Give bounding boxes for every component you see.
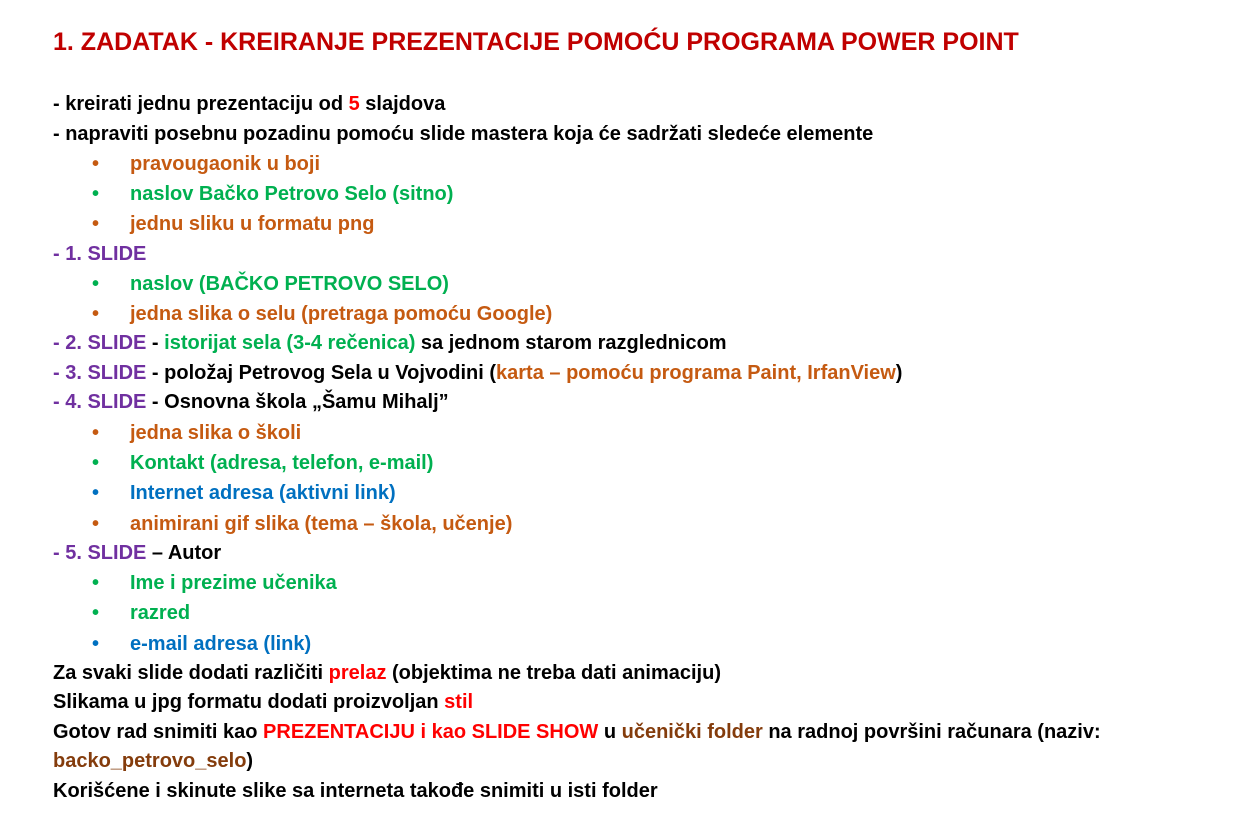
instruction-text: - Osnovna škola „Šamu Mihalj”: [146, 391, 449, 414]
instruction-text: - napraviti posebnu pozadinu pomoću slide mastera koja će sadržati sledeće elemente: [53, 122, 874, 145]
slide-heading: [53, 388, 1223, 418]
instruction-line: [53, 747, 1223, 777]
list-item: [53, 598, 1223, 628]
highlight-text: istorijat sela (3-4 rečenica): [164, 332, 416, 355]
slide-label: - 5. SLIDE: [53, 541, 147, 564]
list-item-text: animirani gif slika (tema – škola, učenje): [130, 512, 513, 535]
instruction-text: u: [598, 720, 622, 743]
instruction-text: slajdova: [359, 93, 446, 115]
bullet-icon: •: [92, 452, 100, 475]
list-item-text: jedna slika o školi: [130, 421, 302, 444]
list-item: [53, 149, 1223, 179]
highlight-text: PREZENTACIJU i kao SLIDE SHOW: [263, 720, 599, 743]
instruction-text: - kreirati jednu prezentaciju od: [53, 93, 349, 115]
list-item-text: Ime i prezime učenika: [130, 572, 337, 595]
instruction-line: [53, 777, 1223, 807]
slide-heading: [53, 329, 1223, 359]
list-item-text: Kontakt (adresa, telefon, e-mail): [130, 452, 434, 475]
list-item-text: Internet adresa (aktivni link): [130, 482, 396, 505]
instruction-text: – Autor: [146, 541, 222, 564]
bullet-icon: •: [92, 273, 100, 296]
bullet-icon: •: [92, 512, 100, 535]
list-item: [53, 299, 1223, 329]
slide-label: - 1. SLIDE: [53, 242, 147, 265]
list-item-text: jednu sliku u formatu png: [130, 213, 375, 236]
list-item: [53, 568, 1223, 598]
bullet-icon: •: [92, 632, 100, 655]
instruction-line: [53, 90, 1223, 120]
slide-heading: [53, 359, 1223, 389]
bullet-icon: •: [92, 153, 100, 175]
instruction-line: [53, 718, 1223, 748]
instruction-text: Gotov rad snimiti kao: [53, 720, 264, 743]
bullet-icon: •: [92, 482, 100, 505]
list-item: [53, 418, 1223, 448]
instruction-text: sa jednom starom razglednicom: [415, 332, 727, 355]
bullet-icon: •: [92, 602, 100, 625]
highlight-text: karta – pomoću programa Paint, IrfanView: [496, 361, 896, 384]
task-content: [53, 90, 1223, 806]
bullet-icon: •: [92, 572, 100, 595]
instruction-text: Slikama u jpg formatu dodati proizvoljan: [53, 691, 445, 714]
instruction-text: - položaj Petrovog Sela u Vojvodini (: [146, 361, 497, 384]
page-title: 1. ZADATAK - KREIRANJE PREZENTACIJE POMOĆU PROGRAMA POWER POINT: [53, 28, 1019, 56]
instruction-text: ): [246, 750, 254, 773]
list-item: [53, 509, 1223, 539]
list-item-text: pravougaonik u boji: [130, 153, 321, 175]
slide-label: - 2. SLIDE: [53, 332, 147, 355]
highlight-text: učenički folder: [621, 720, 763, 743]
bullet-icon: •: [92, 183, 100, 206]
file-name: backo_petrovo_selo: [53, 750, 247, 773]
list-item-text: razred: [130, 602, 191, 625]
bullet-icon: •: [92, 303, 100, 326]
instruction-line: [53, 659, 1223, 689]
separator: -: [146, 332, 165, 355]
list-item: [53, 179, 1223, 209]
highlight-text: prelaz: [328, 661, 387, 684]
slide-count: 5: [348, 93, 360, 115]
highlight-text: stil: [444, 691, 474, 714]
list-item-text: e-mail adresa (link): [130, 632, 312, 655]
slide-label: - 3. SLIDE: [53, 361, 147, 384]
instruction-line: [53, 688, 1223, 718]
bullet-icon: •: [92, 213, 100, 236]
list-item: [53, 209, 1223, 239]
instruction-text: Za svaki slide dodati različiti: [53, 661, 329, 684]
instruction-line: [53, 120, 1223, 150]
instruction-text: (objektima ne treba dati animaciju): [386, 661, 721, 684]
list-item-text: naslov (BAČKO PETROVO SELO): [130, 273, 449, 296]
slide-heading: [53, 240, 1223, 270]
list-item-text: naslov Bačko Petrovo Selo (sitno): [130, 183, 454, 206]
instruction-text: ): [895, 361, 903, 384]
slide-label: - 4. SLIDE: [53, 391, 147, 414]
instruction-text: Korišćene i skinute slike sa interneta takođe snimiti u isti folder: [53, 779, 658, 802]
instruction-text: na radnoj površini računara (naziv:: [762, 720, 1101, 743]
list-item: [53, 269, 1223, 299]
slide-heading: [53, 539, 1223, 569]
list-item: [53, 629, 1223, 659]
bullet-icon: •: [92, 421, 100, 444]
list-item: [53, 448, 1223, 478]
list-item-text: jedna slika o selu (pretraga pomoću Google): [130, 303, 553, 326]
list-item: [53, 478, 1223, 508]
